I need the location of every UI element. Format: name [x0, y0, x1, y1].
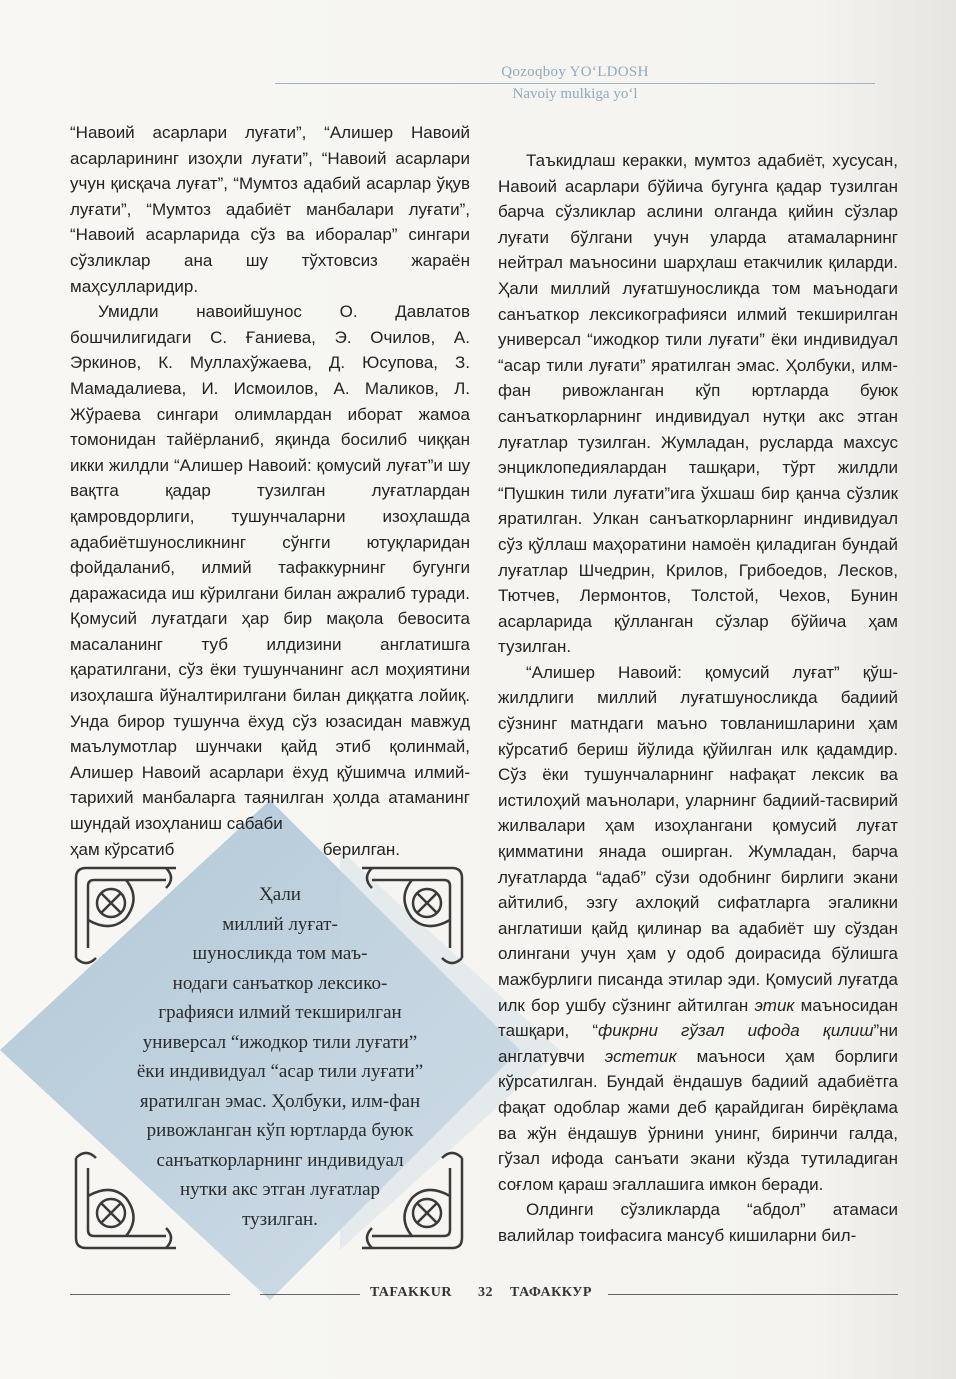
pull-quote-line: санъаткорларнинг индивидуал — [156, 1149, 404, 1171]
paragraph-text: “Алишер Навоий: қомусий луғат” қўш-жилдлиги миллий луғатшуносликда бадиий сўзнинг матндаги маъно товланишларини ҳам кўрсатиб бериш йўлида қўйилган илк қадамдир. Сўз ёки тушунчаларнинг нафақат лексик ва истилоҳий маънолари, уларнинг бадиий-тасвирий жилвалари ҳам изоҳлангани қомусий луғат қимматини янада оширган. Жумладан, барча луғатларда “адаб” сўзи одобнинг бирлиги экани айтилиб, эзгу ахлоқий сифатларга эгаликни англатиши қайд қилинар ва адабиёт шу сўздан олингани учун ҳам у одоб доирасида бўлишга мажбурлиги писанда этилар эди. Қомусий луғатда илк бор ушбу сўзнинг айтилган — [498, 662, 898, 1015]
right-column — [498, 148, 898, 1249]
paragraph — [498, 660, 898, 1197]
pull-quote-line: нодаги санъаткор лексико- — [172, 972, 388, 994]
paragraph: Олдинги сўзликларда “абдол” атамаси валийлар тоифасига мансуб кишиларни бил- — [498, 1200, 898, 1245]
italic-term: этик — [754, 995, 795, 1015]
pull-quote-line: ёки индивидуал “асар тили луғати” — [136, 1061, 424, 1082]
footer-rule — [608, 1294, 898, 1295]
last-line-left: ҳам кўрсатиб — [70, 839, 175, 859]
pull-quote-line: ривожланган кўп юртларда буюк — [146, 1120, 414, 1141]
pull-quote-line: шуносликда том маъ- — [192, 943, 368, 964]
footer-rule — [260, 1294, 360, 1295]
pull-quote-line: миллий луғат- — [222, 913, 338, 935]
italic-term: эстетик — [604, 1046, 677, 1066]
page-footer — [70, 1282, 900, 1302]
pull-quote — [90, 880, 470, 1234]
paragraph: “Навоий асарлари луғати”, “Алишер Навоий асарларининг изоҳли луғати”, “Навоий асарлари учун қисқача луғат”, “Мумтоз адабий асарлар ўқув луғати”, “Мумтоз адабиёт манбалари луғати”, “Навоий асарларида сўз ва иборалар” сингари сўзликлар ана шу тўхтовсиз жараён маҳсулларидир. — [70, 123, 470, 296]
paragraph: Умидли навоийшунос О. Давлатов бошчилигидаги С. Ғаниева, Э. Очилов, А. Эркинов, К. Муллахўжаева, Д. Юсупова, З. Мамадалиева, И. Исмоилов, А. Маликов, Л. Жўраева сингари олимлардан иборат жамоа томонидан тайёрланиб, яқинда босилиб чиққан икки жилдли “Алишер Навоий: қомусий луғат”и шу вақтга қадар тузилган луғатлардан қамровдорлиги, тушунчаларни изоҳлашда адабиётшуносликнинг сўнгги ютуқларидан фойдаланиб, илмий тафаккурнинг бугунги даражасида иш кўрилгани билан ажралиб туради. Қомусий луғатдаги ҳар бир мақола бевосита масаланинг туб илдизини англатишга қаратилгани, сўз ёки тушунчанинг асл моҳиятини изоҳлашга йўналтирилгани билан диққатга лойиқ. Унда бирор тушунча ёхуд сўз юзасидан мавжуд маълумотлар шунчаки қайд этиб қолинмай, Алишер Навоий асарлари ёхуд қўшимча илмий-тарихий манбаларга таянилган ҳолда атаманинг шундай изоҳланиш сабаби — [70, 302, 470, 834]
pull-quote-line: универсал “ижодкор тили луғати” — [142, 1031, 418, 1053]
header-rule — [275, 83, 875, 84]
pull-quote-line: графияси илмий текширилган — [158, 1002, 402, 1023]
paragraph: Таъкидлаш керакки, мумтоз адабиёт, хусусан, Навоий асарлари бўйича бугунга қадар тузилган барча сўзликлар аслини олганда қийин сўзлар луғати бўлгани учун уларда атамаларнинг нейтрал маъносини шарҳлаш етакчилик қиларди. Ҳали миллий луғатшуносликда том маънодаги санъаткор лексикографияси илмий текширилган универсал “ижодкор тили луғати” ёки индивидуал “асар тили луғати” яратилган эмас. Ҳолбуки, илм-фан ривожланган кўп юртларда буюк санъаткорларнинг индивидуал нутқи акс этган луғатлар тузилган. Жумладан, русларда махсус энциклопедиялардан ташқари, тўрт жилдли “Пушкин тили луғати”ига ўхшаш бир қанча сўзлик яратилган. Улкан санъаткорларнинг индивидуал сўз қўллаш маҳоратини намоён қиладиган бундай луғатлар Шчедрин, Крилов, Грибоедов, Лесков, Тютчев, Лермонтов, Толстой, Чехов, Бунин асарларида қўлланган сўзлар бўйича ҳам тузилган. — [498, 151, 898, 657]
pull-quote-line: Ҳали — [259, 884, 301, 905]
header-subtitle: Navoiy mulkiga yo‘l — [512, 86, 638, 102]
pull-quote-line: яратилган эмас. Ҳолбуки, илм-фан — [139, 1090, 421, 1112]
paragraph-text: ”ни англатувчи — [498, 1021, 899, 1066]
page-number: 32 — [478, 1285, 493, 1300]
running-header — [300, 64, 850, 103]
pull-quote-line: нутки акс этган луғатлар — [179, 1179, 381, 1200]
footer-rule — [70, 1294, 230, 1295]
pull-quote-line: тузилган. — [242, 1208, 318, 1230]
paragraph-text: маъносидан ташқари, “ — [498, 995, 898, 1041]
left-column — [70, 120, 470, 862]
footer-magazine-cyrillic: ТАФАККУР — [510, 1285, 592, 1300]
paragraph-text: маъноси ҳам борлиги кўрсатилган. Бундай ёндашув бадиий адабиётга фақат одоблар жами деб қарайдиган бирёқлама ва жўн ёндашув ўрнини унинг, биринчи галда, гўзал ифода санъати экани кўзда тутиладиган соғлом қараш эгаллашига имкон беради. — [498, 1046, 898, 1194]
header-author: Qozoqboy YO‘LDOSH — [501, 64, 649, 80]
paragraph-last-line — [70, 837, 400, 863]
italic-term: фикрни гўзал ифода қилиш — [598, 1021, 874, 1041]
footer-magazine-latin: TAFAKKUR — [370, 1285, 453, 1300]
last-line-right: берилган. — [322, 839, 400, 859]
